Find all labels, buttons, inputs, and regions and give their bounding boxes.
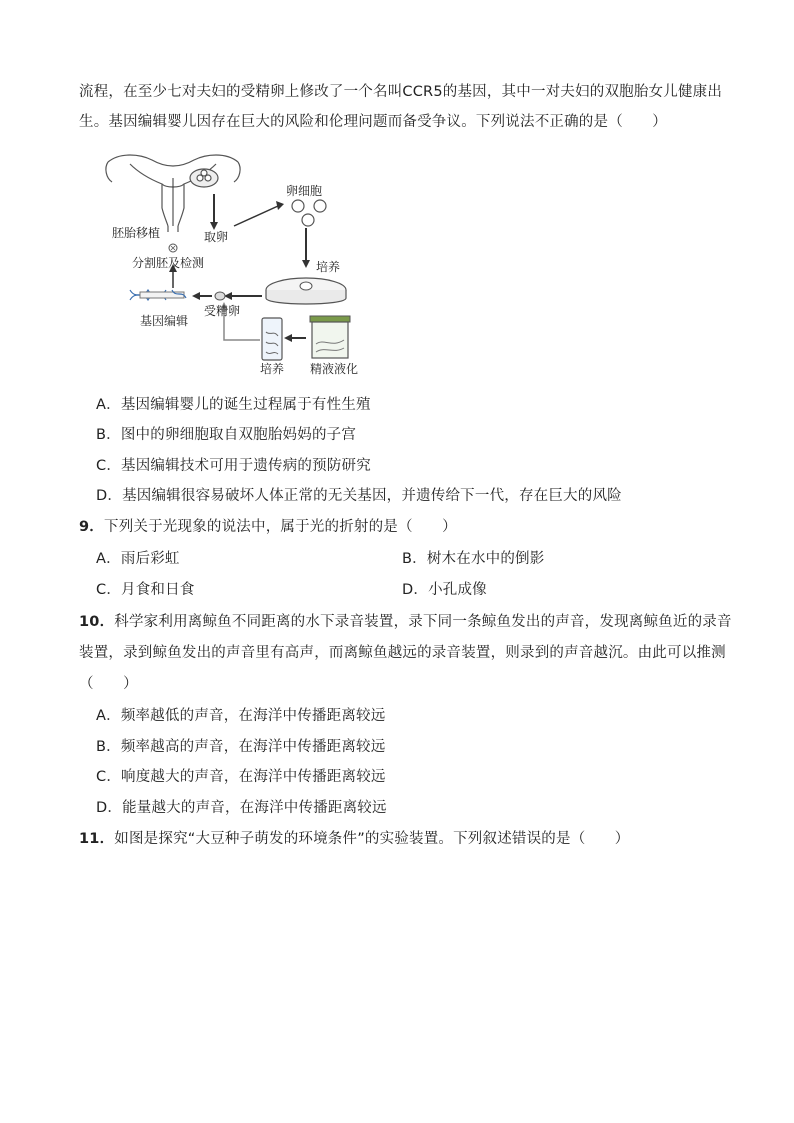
q8-gene-editing-figure [100,148,370,380]
q10-stem-line1 [79,612,732,632]
label-semen: 精液液化 [310,362,359,376]
q9-option-d: D．小孔成像 [402,582,487,598]
q8-stem-line2: 生。基因编辑婴儿因存在巨大的风险和伦理问题而备受争议。下列说法不正确的是（ ） [79,114,667,130]
q10-option-a: A．频率越低的声音，在海洋中传播距离较远 [96,708,386,724]
q11-stem-text: 如图是探究“大豆种子萌发的环境条件”的实验装置。下列叙述错误的是（ ） [114,831,630,847]
q8-option-b: B．图中的卵细胞取自双胞胎妈妈的子宫 [96,427,357,443]
label-culture-top: 培养 [316,260,341,274]
egg-cell-icon [302,214,314,226]
label-embryo-transfer: 胚胎移植 [112,226,161,240]
egg-cell-icon [292,200,304,212]
q10-option-d: D．能量越大的声音，在海洋中传播距离较远 [96,800,387,816]
label-gene-editing: 基因编辑 [140,314,189,328]
q8-stem-line1: 流程，在至少七对夫妇的受精卵上修改了一个名叫CCR5的基因，其中一对夫妇的双胞胎女儿健康出 [79,84,723,100]
fertilized-egg-icon [215,292,225,300]
label-egg-cells: 卵细胞 [286,184,323,198]
q9-option-a: A．雨后彩虹 [96,551,180,567]
q9-stem [79,517,457,537]
q11-stem [79,829,630,849]
q8-option-a: A．基因编辑婴儿的诞生过程属于有性生殖 [96,397,371,413]
test-tube-icon [262,318,282,360]
q10-number: 10． [79,614,115,630]
q9-stem-text: 下列关于光现象的说法中，属于光的折射的是（ ） [104,519,457,535]
q10-stem-text-1: 科学家利用离鲸鱼不同距离的水下录音装置，录下同一条鲸鱼发出的声音，发现离鲸鱼近的录音 [114,614,732,630]
egg-cell-icon [314,200,326,212]
label-fertilized-egg: 受精卵 [204,304,241,318]
q10-option-b: B．频率越高的声音，在海洋中传播距离较远 [96,739,386,755]
q9-option-c: C．月食和日食 [96,582,195,598]
q10-stem-line3: （ ） [79,676,138,692]
q11-number: 11． [79,831,115,847]
q9-number: 9． [79,519,104,535]
petri-dish-icon [266,278,346,304]
q8-option-d: D．基因编辑很容易破坏人体正常的无关基因，并遗传给下一代，存在巨大的风险 [96,488,622,504]
q10-option-c: C．响度越大的声音，在海洋中传播距离较远 [96,769,386,785]
label-culture-bottom: 培养 [260,362,285,376]
q9-option-b: B．树木在水中的倒影 [402,551,545,567]
label-egg-retrieval: 取卵 [204,230,229,244]
uterus-illustration [106,155,240,232]
beaker-icon [310,316,350,358]
label-split-embryo: 分割胚及检测 [132,256,205,270]
dna-editing-icon [130,290,186,300]
q10-stem-line2: 装置，录到鲸鱼发出的声音里有高声，而离鲸鱼越远的录音装置，则录到的声音越沉。由此可以推测 [79,645,726,661]
q8-option-c: C．基因编辑技术可用于遗传病的预防研究 [96,458,371,474]
